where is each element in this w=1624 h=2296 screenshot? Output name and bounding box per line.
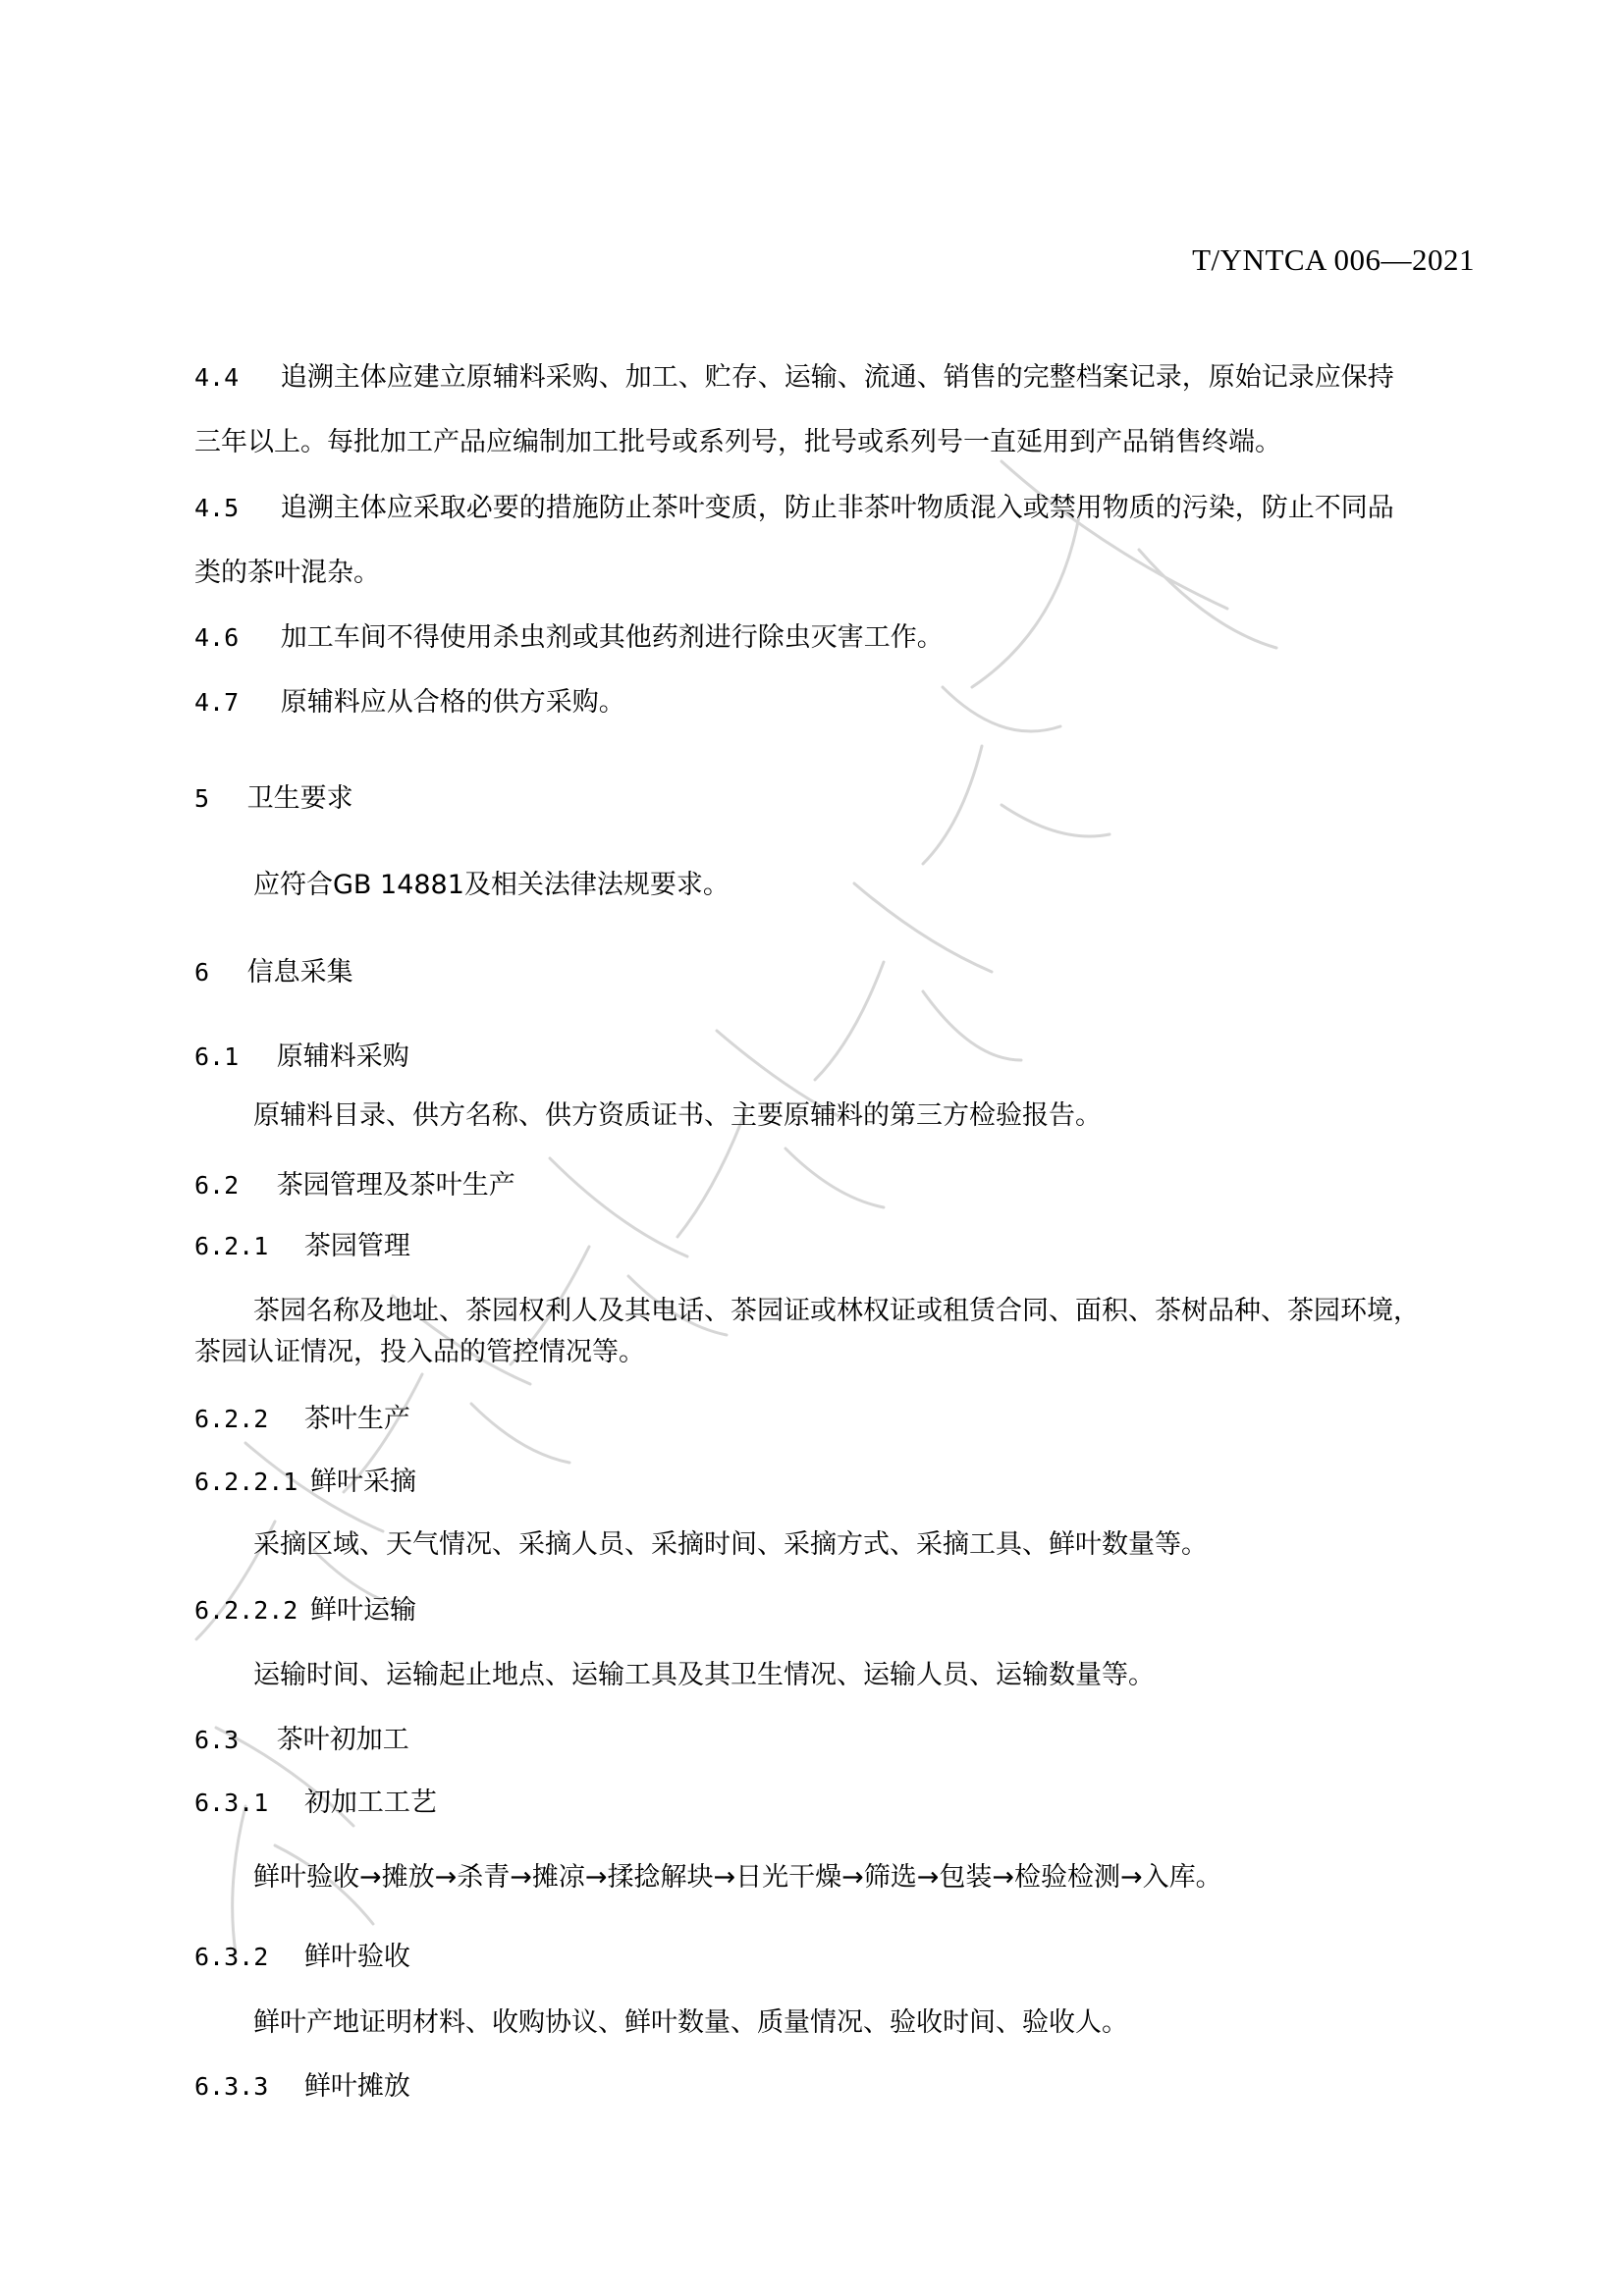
clause-text: 追溯主体应建立原辅料采购、加工、贮存、运输、流通、销售的完整档案记录，原始记录应保持 [280, 362, 1394, 393]
section-6-2-1-body: 茶园名称及地址、茶园权利人及其电话、茶园证或林权证或租赁合同、面积、茶树品种、茶园环境， [253, 1296, 1420, 1326]
section-number: 6.2.2.2 [194, 1596, 298, 1625]
section-5-body: 应符合GB 14881及相关法律法规要求。 [253, 870, 730, 900]
clause-number: 4.6 [194, 623, 240, 652]
section-title: 茶叶初加工 [276, 1725, 409, 1755]
clause-text: 原辅料应从合格的供方采购。 [280, 687, 625, 718]
section-6-2-2-1-heading [194, 1468, 416, 1495]
section-number: 6.1 [194, 1042, 240, 1071]
clause-4-4 [194, 364, 1394, 391]
section-5-heading [194, 785, 353, 812]
clause-4-4-continued: 三年以上。每批加工产品应编制加工批号或系列号，批号或系列号一直延用到产品销售终端。 [194, 427, 1281, 457]
section-6-1-heading [194, 1043, 409, 1070]
section-title: 原辅料采购 [276, 1041, 409, 1072]
clause-number: 4.4 [194, 363, 240, 392]
section-title: 信息采集 [246, 957, 353, 988]
section-number: 5 [194, 784, 210, 813]
section-number: 6.3.2 [194, 1943, 269, 1971]
section-6-2-2-2-body: 运输时间、运输起止地点、运输工具及其卫生情况、运输人员、运输数量等。 [253, 1660, 1155, 1690]
section-title: 鲜叶验收 [303, 1942, 410, 1972]
section-6-3-heading [194, 1727, 409, 1753]
section-6-2-2-2-heading [194, 1597, 416, 1624]
section-6-3-1-body: 鲜叶验收→摊放→杀青→摊凉→揉捻解块→日光干燥→筛选→包装→检验检测→入库。 [253, 1862, 1222, 1893]
clause-number: 4.5 [194, 494, 240, 522]
section-number: 6.2 [194, 1171, 240, 1200]
clause-4-5 [194, 495, 1394, 521]
section-number: 6.2.1 [194, 1232, 269, 1260]
section-title: 初加工工艺 [303, 1788, 437, 1818]
clause-number: 4.7 [194, 688, 240, 717]
section-title: 卫生要求 [246, 783, 353, 814]
section-6-3-2-body: 鲜叶产地证明材料、收购协议、鲜叶数量、质量情况、验收时间、验收人。 [253, 2007, 1128, 2038]
section-number: 6.3.1 [194, 1789, 269, 1817]
clause-4-5-continued: 类的茶叶混杂。 [194, 558, 380, 588]
section-6-2-1-heading [194, 1233, 410, 1259]
clause-text: 追溯主体应采取必要的措施防止茶叶变质，防止非茶叶物质混入或禁用物质的污染，防止不同品 [280, 493, 1394, 523]
document-code-header: T/YNTCA 006—2021 [1192, 242, 1475, 277]
section-title: 茶园管理 [303, 1231, 410, 1261]
section-6-1-body: 原辅料目录、供方名称、供方资质证书、主要原辅料的第三方检验报告。 [253, 1100, 1102, 1131]
section-title: 鲜叶摊放 [303, 2071, 410, 2102]
section-6-2-1-body-continued: 茶园认证情况，投入品的管控情况等。 [194, 1337, 645, 1367]
section-6-3-2-heading [194, 1944, 410, 1970]
section-number: 6.3 [194, 1726, 240, 1754]
clause-text: 加工车间不得使用杀虫剂或其他药剂进行除虫灭害工作。 [280, 622, 944, 653]
section-6-2-2-heading [194, 1406, 410, 1432]
section-title: 茶园管理及茶叶生产 [276, 1170, 515, 1201]
section-title: 茶叶生产 [303, 1404, 410, 1434]
section-number: 6.2.2.1 [194, 1468, 298, 1496]
section-number: 6.3.3 [194, 2072, 269, 2101]
clause-4-7 [194, 689, 625, 716]
clause-4-6 [194, 624, 944, 651]
section-number: 6.2.2 [194, 1405, 269, 1433]
section-number: 6 [194, 958, 210, 987]
section-title: 鲜叶采摘 [309, 1467, 416, 1497]
section-6-heading [194, 959, 353, 986]
section-6-3-1-heading [194, 1789, 437, 1816]
section-6-3-3-heading [194, 2073, 410, 2100]
section-6-2-heading [194, 1172, 515, 1199]
section-title: 鲜叶运输 [309, 1595, 416, 1626]
section-6-2-2-1-body: 采摘区域、天气情况、采摘人员、采摘时间、采摘方式、采摘工具、鲜叶数量等。 [253, 1529, 1208, 1560]
